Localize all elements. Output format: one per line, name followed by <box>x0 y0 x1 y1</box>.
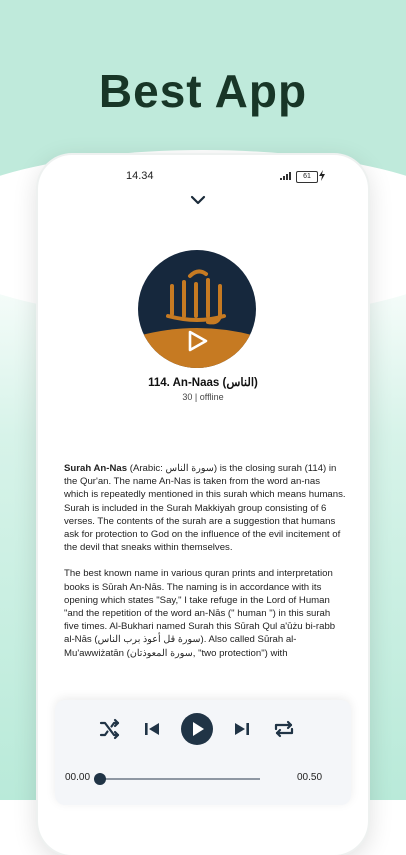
calligraphy-icon <box>168 271 224 322</box>
track-subtitle: 30 | offline <box>182 392 224 402</box>
signal-icon <box>280 172 292 180</box>
play-button[interactable] <box>181 713 213 745</box>
track-title: 114. An-Naas (الناس) <box>148 377 258 389</box>
battery-icon: 61 <box>296 171 318 183</box>
album-artwork <box>138 250 256 368</box>
progress-track[interactable] <box>100 778 260 780</box>
elapsed-time: 00.00 <box>65 772 91 783</box>
description-paragraph-2: The best known name in various quran prints and interpretation books is Sūrah An-Nās. The naming is in accordance with its opening which states "Say," I take refuge in the Lord of Human "and the repetition of the word an-Nās (" human ") in this surah five times. Al-Bukhari named Surah this Sūrah Qul a'ūżu bi-rabb al-Nās (سورة قل أعوذ برب الناس). Also called Sūrah al-Mu'awwiżatān (سورة المعوذتان, "two protection") with <box>64 568 336 659</box>
total-duration: 00.50 <box>297 772 323 783</box>
status-bar <box>38 167 368 187</box>
skip-previous-icon[interactable] <box>143 720 161 738</box>
player-panel <box>55 700 351 805</box>
description-paragraph-1-text: (Arabic: سورة الناس) is the closing surah (114) in the Qur'an. The name An-Nas is taken from the word an-nas which is repeatedly mentioned in this surah which means humans. Surah is included in the Surah Makkiyah group consisting of 6 verses. The contents of the surah are a suggestion that humans ask for protection to God on the influence of the evil incitement of the devil that sneaks within themselves. <box>64 463 346 554</box>
description-bold-term: Surah An-Nas <box>64 463 128 474</box>
description-paragraph-1 <box>64 462 346 554</box>
status-time: 14.34 <box>126 170 154 182</box>
promo-headline: Best App <box>98 65 308 117</box>
play-icon <box>181 713 213 745</box>
shuffle-icon[interactable] <box>99 718 121 740</box>
repeat-icon[interactable] <box>273 718 295 740</box>
phone-frame <box>38 155 368 855</box>
skip-next-icon[interactable] <box>233 720 251 738</box>
charging-icon <box>319 170 325 181</box>
surah-description <box>64 462 346 673</box>
progress-thumb[interactable] <box>94 773 106 785</box>
chevron-down-icon[interactable] <box>188 193 208 207</box>
